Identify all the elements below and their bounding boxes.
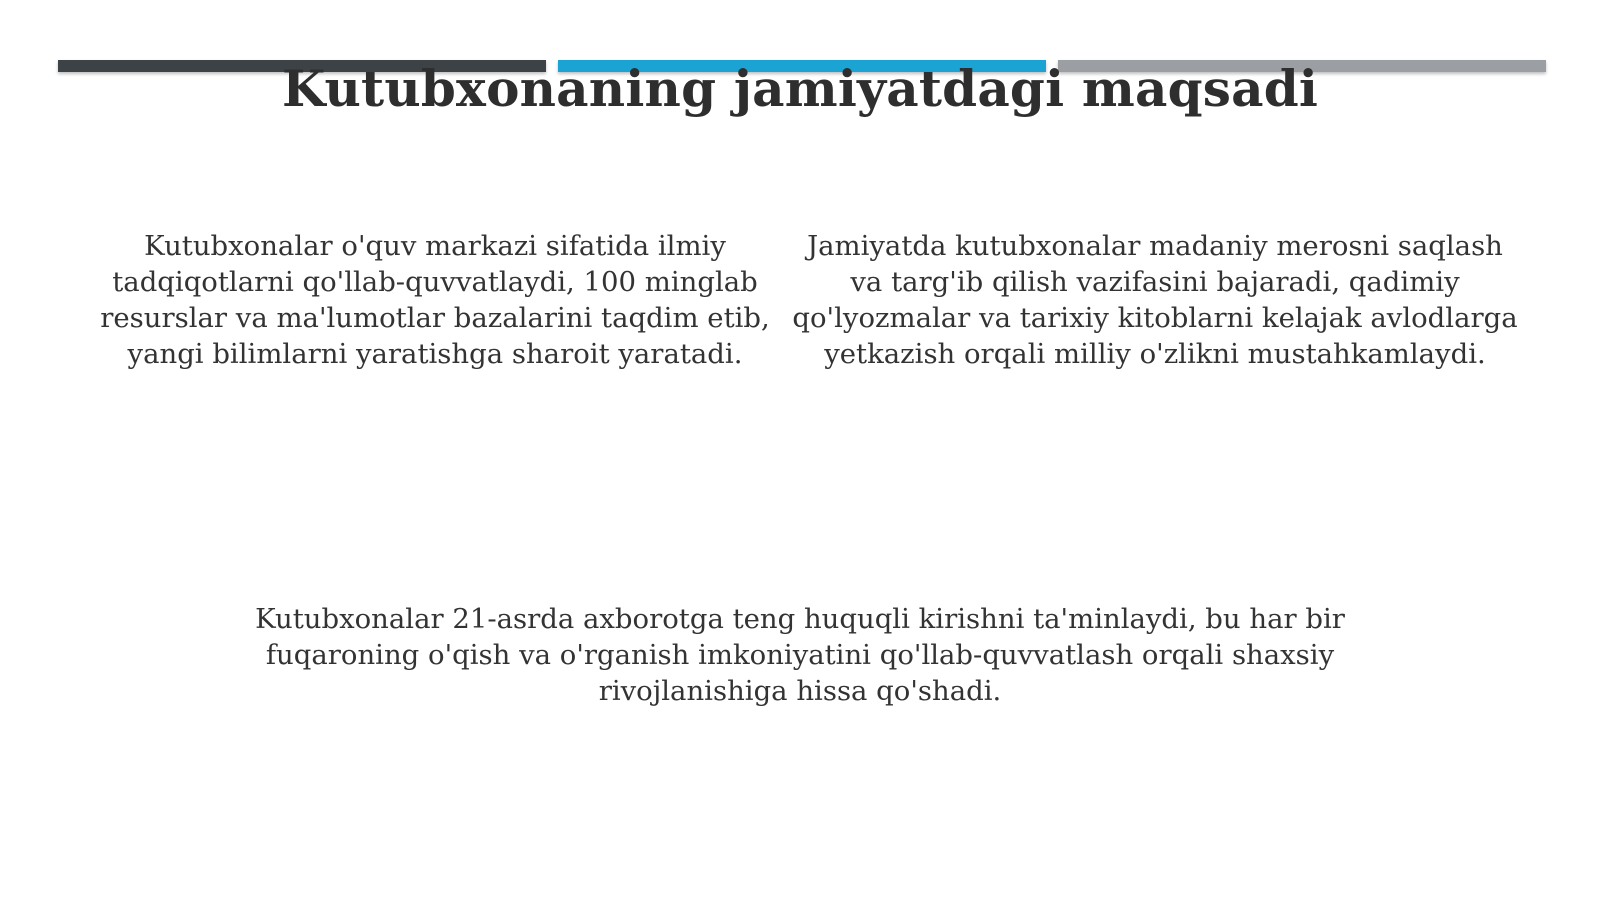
paragraph-left: Kutubxonalar o'quv markazi sifatida ilmiy tadqiqotlarni qo'llab-quvvatlaydi, 100 minglab resurslar va ma'lumotlar bazalarini taqdim etib, yangi bilimlarni yaratishga sharoit yaratadi.: [100, 230, 770, 370]
paragraph-right: Jamiyatda kutubxonalar madaniy merosni saqlash va targ'ib qilish vazifasini bajaradi, qadimiy qo'lyozmalar va tarixiy kitoblarni kelajak avlodlarga yetkazish orqali milliy o'zlikni mustahkamlaydi.: [792, 230, 1518, 370]
slide-title: Kutubxonaning jamiyatdagi maqsadi: [281, 59, 1319, 118]
paragraph-bottom: Kutubxonalar 21-asrda axborotga teng huquqli kirishni ta'minlaydi, bu har bir fuqaroning o'qish va o'rganish imkoniyatini qo'llab-quvvatlash orqali shaxsiy rivojlanishiga hissa qo'shadi.: [255, 603, 1345, 707]
